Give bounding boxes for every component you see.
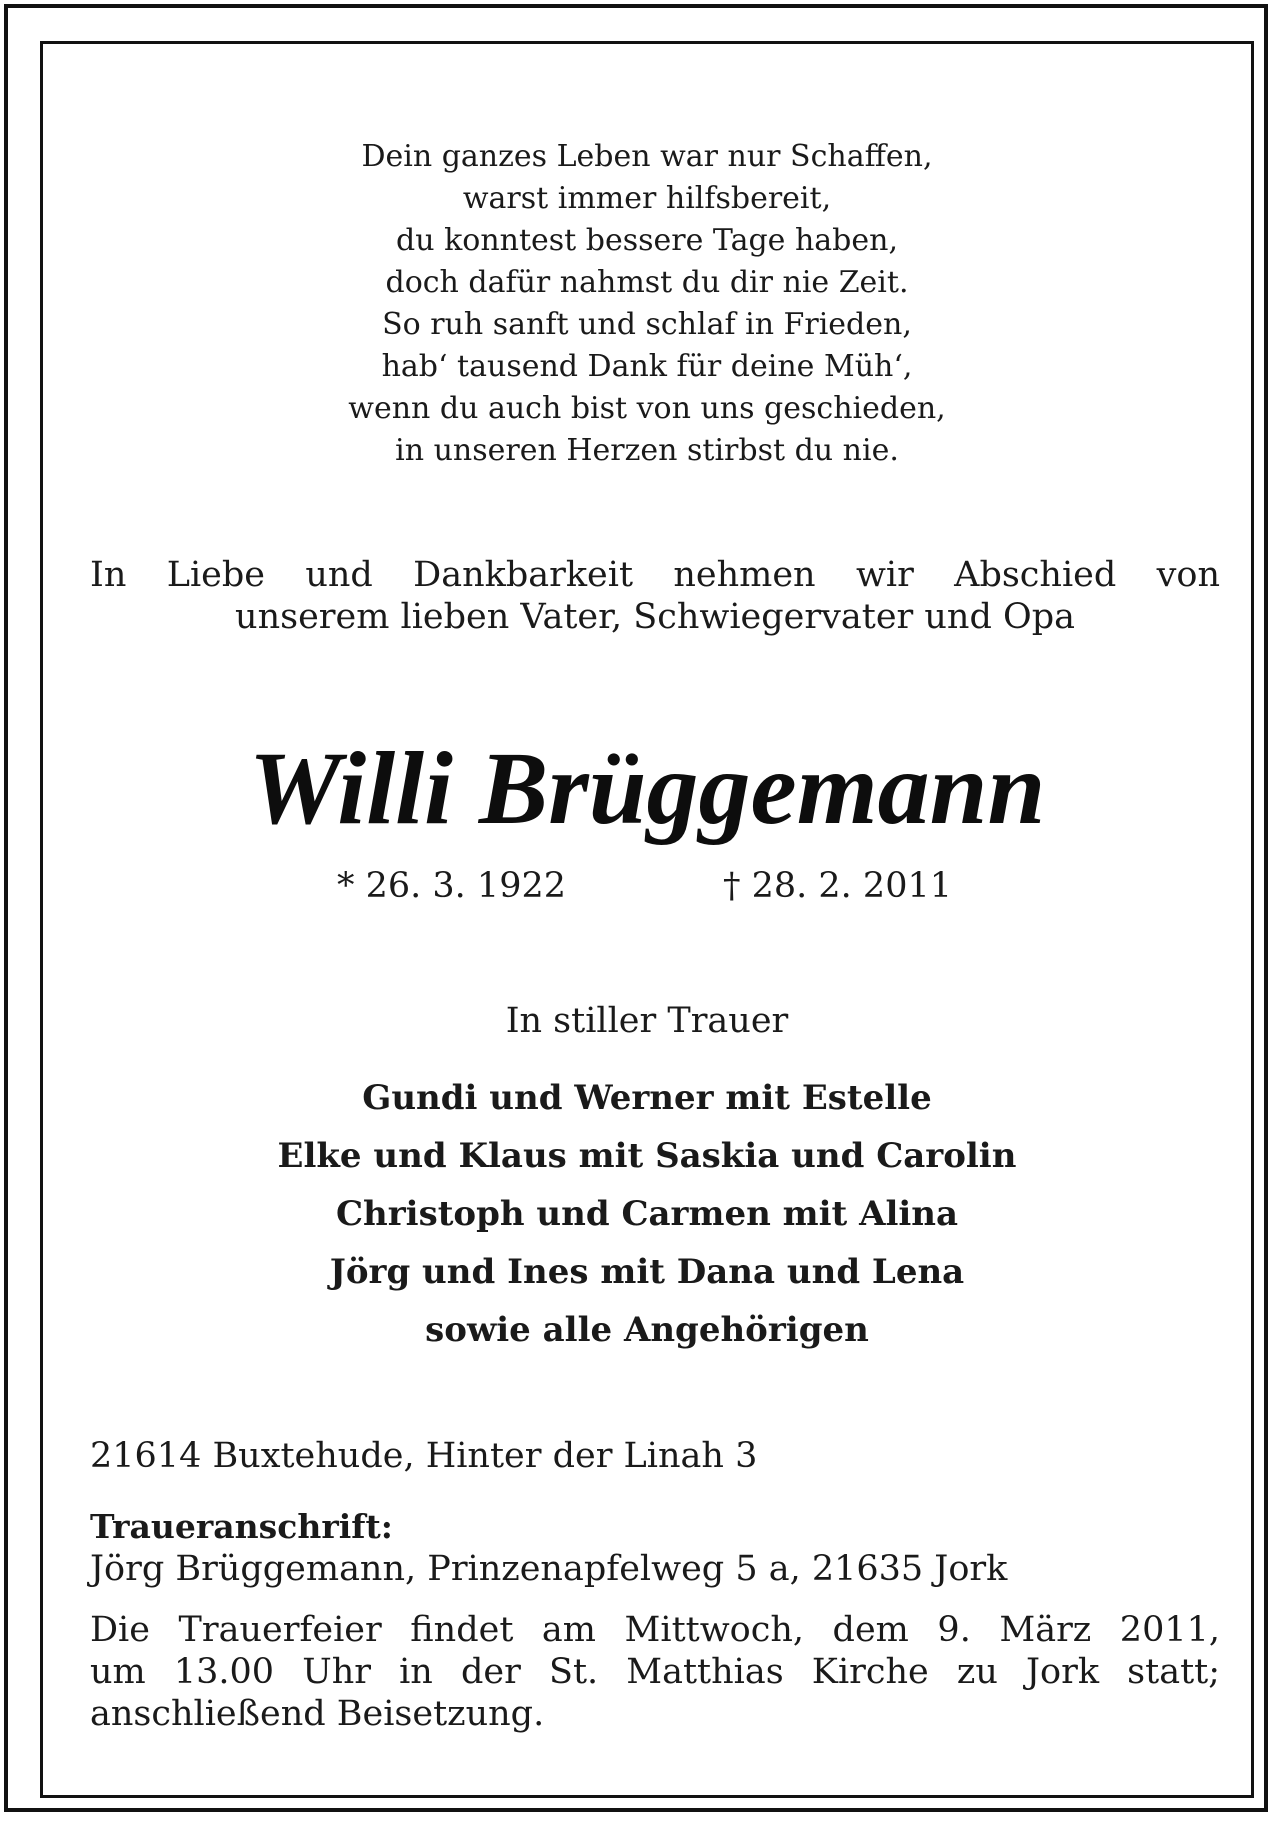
ceremony-line: um 13.00 Uhr in der St. Matthias Kirche zu Jork statt; — [90, 1652, 1220, 1692]
ceremony-line: anschließend Beisetzung. — [90, 1694, 545, 1734]
death-date: † 28. 2. 2011 — [723, 866, 953, 906]
mourner-line: Gundi und Werner mit Estelle — [362, 1078, 932, 1118]
outer-border — [4, 4, 1268, 1812]
poem-line: du konntest bessere Tage haben, — [396, 223, 898, 258]
poem-line: Dein ganzes Leben war nur Schaffen, — [361, 139, 933, 174]
inner-border — [40, 41, 1254, 1798]
mourning-heading: In stiller Trauer — [505, 1001, 789, 1041]
mourners-list — [43, 1069, 1251, 1359]
ceremony-line: Die Trauerfeier findet am Mittwoch, dem 9. März 2011, — [90, 1610, 1220, 1650]
mourner-line: Christoph und Carmen mit Alina — [335, 1194, 959, 1234]
mourner-line: Elke und Klaus mit Saskia und Carolin — [277, 1136, 1017, 1176]
mourner-line: Jörg und Ines mit Dana und Lena — [329, 1252, 965, 1292]
poem-line: So ruh sanft und schlaf in Frieden, — [382, 307, 912, 342]
birth-date: * 26. 3. 1922 — [337, 866, 567, 906]
poem — [43, 136, 1251, 472]
mourner-line: sowie alle Angehörigen — [425, 1310, 869, 1350]
mail-address: Jörg Brüggemann, Prinzenapfelweg 5 a, 21635 Jork — [90, 1549, 1008, 1589]
poem-line: wenn du auch bist von uns geschieden, — [348, 391, 946, 426]
poem-line: doch dafür nahmst du dir nie Zeit. — [385, 265, 909, 300]
poem-line: in unseren Herzen stirbst du nie. — [395, 433, 899, 468]
ceremony-notice — [90, 1609, 1220, 1735]
farewell-line: unserem lieben Vater, Schwiegervater und Opa — [235, 597, 1075, 637]
poem-line: warst immer hilfsbereit, — [462, 181, 832, 216]
farewell-text — [90, 554, 1220, 638]
deceased-name: Willi Brüggemann — [248, 731, 1046, 846]
obituary-content — [43, 44, 1251, 1795]
poem-line: hab‘ tausend Dank für deine Müh‘, — [381, 349, 913, 384]
farewell-line: In Liebe und Dankbarkeit nehmen wir Abschied von — [90, 555, 1220, 595]
residence-address: 21614 Buxtehude, Hinter der Linah 3 — [90, 1436, 758, 1476]
mail-address-label: Traueranschrift: — [90, 1507, 393, 1546]
